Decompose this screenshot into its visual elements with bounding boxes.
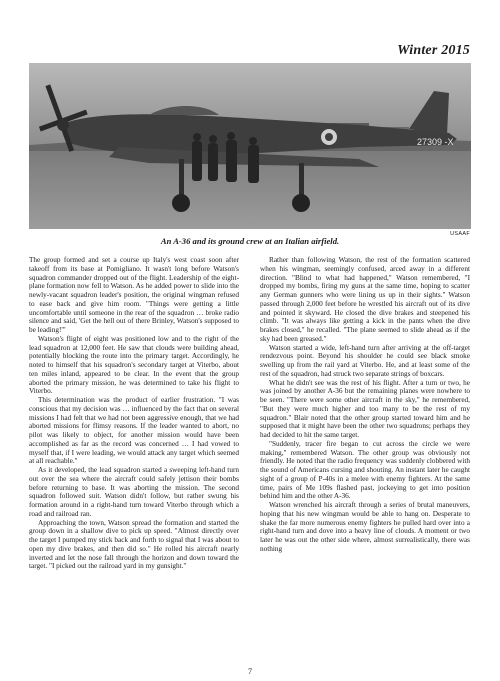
text-column-right bbox=[260, 256, 470, 554]
paragraph: The group formed and set a course up Italy's west coast soon after takeoff from its base at Pomigliano. It wasn't long before Watson's squadron commander dropped out of the flight. Leadership of the eight-plane formation now fell to Watson. As he added power to slide into the newly-vacant squadron leader's position, the original wingman refused to ease back and give him room. "Things were getting a little uncomfortable until someone in the rear of the squadron … broke radio silence and said, 'Get the hell out of there Brinley, Watson's supposed to be leading!'" bbox=[29, 256, 239, 334]
aircraft-photo bbox=[29, 63, 471, 229]
text-column-left bbox=[29, 256, 239, 571]
paragraph: "Suddenly, tracer fire began to cut across the circle we were making," remembered Watson. The other group was obviously not friendly. He noted that the radio frequency was suddenly clobbered with the sound of Americans cursing and shouting. An instant later he caught sight of a group of P-40s in a melee with enemy fighters. At the same time, pairs of Me 109s flashed past, jockeying to get into position behind him and the other A-36. bbox=[260, 439, 470, 501]
paragraph: This determination was the product of earlier frustration. "I was conscious that my decision was … influenced by the fact that on several missions I had felt that we had not been aggressive enough, that we had aborted missions for flimsy reasons. If the leader wanted to abort, no pilot was likely to object, for another mission would have been accomplished as far as the record was concerned … I had vowed to myself that, if I were leading, we would attack any target which seemed at all reachable." bbox=[29, 396, 239, 466]
paragraph: Watson started a wide, left-hand turn after arriving at the off-target rendezvous point. Beyond his shoulder he could see black smoke swelling up from the rail yard at Viterbo. He, and at least some of the rest of the squadron, had struck two separate strings of boxcars. bbox=[260, 343, 470, 378]
paragraph: Watson wrenched his aircraft through a series of brutal maneuvers, hoping that his new wingman would be able to hang on. Desperate to shake the far more numerous enemy fighters he pulled hard over into a right-hand turn and dove into a heavy line of clouds. A moment or two later he was out the other side where, almost surrealistically, there was nothing bbox=[260, 501, 470, 553]
paragraph: Approaching the town, Watson spread the formation and started the group down in a shallow dive to pick up speed. "Almost directly over the target I pumped my stick back and forth to signal that I was about to open my dive brakes, and then did so." He rolled his aircraft nearly inverted and let the nose fall through the horizon and down toward the target. "I picked out the railroad yard in my gunsight." bbox=[29, 518, 239, 571]
paragraph: Rather than following Watson, the rest of the formation scattered when his wingman, seemingly confused, arced away in a different direction. "Blind to what had happened," Watson remembered, "I dropped my bombs, firing my guns at the same time, hoping to scatter any German gunners who were lining us up in their sights." Watson passed through 2,000 feet before he wrestled his aircraft out of its dive and pointed it skyward. He closed the dive brakes and steepened his climb. "It was always like getting a kick in the pants when the dive brakes closed," he recalled. "The plane seemed to slide ahead as if the sky had been greased." bbox=[260, 256, 470, 343]
paragraph: What he didn't see was the rest of his flight. After a turn or two, he was joined by another A-36 but the remaining planes were nowhere to be seen. "There were some other aircraft in the sky," he remembered, "But they were much higher and too many to be the rest of my squadron." Blair noted that the other group started toward him and he supposed that it might have been the other two squadrons; perhaps they had decided to hit the same target. bbox=[260, 378, 470, 439]
paragraph: As it developed, the lead squadron started a sweeping left-hand turn out over the sea where the aircraft could safely jettison their bombs before returning to base. It was aborting the mission. The second squadron followed suit. Watson didn't follow, but rather swung his formation around in a right-hand turn toward Viterbo through which a road and railroad ran. bbox=[29, 466, 239, 518]
paragraph: Watson's flight of eight was positioned low and to the right of the lead squadron at 12,000 feet. He saw that clouds were building ahead, potentially blocking the route into the primary target. Accordingly, he noted to himself that his squadron's secondary target at Viterbo, about ten miles inland, appeared to be clear. In the event that the group aborted the primary mission, he was determined to take his flight to Viterbo. bbox=[29, 334, 239, 396]
tail-marking: 27309 -X bbox=[417, 137, 454, 147]
page-number: 7 bbox=[248, 667, 252, 676]
issue-header: Winter 2015 bbox=[397, 43, 470, 58]
photo-caption: An A-36 and its ground crew at an Italian airfield. bbox=[160, 236, 340, 246]
photo-credit: USAAF bbox=[450, 231, 470, 237]
